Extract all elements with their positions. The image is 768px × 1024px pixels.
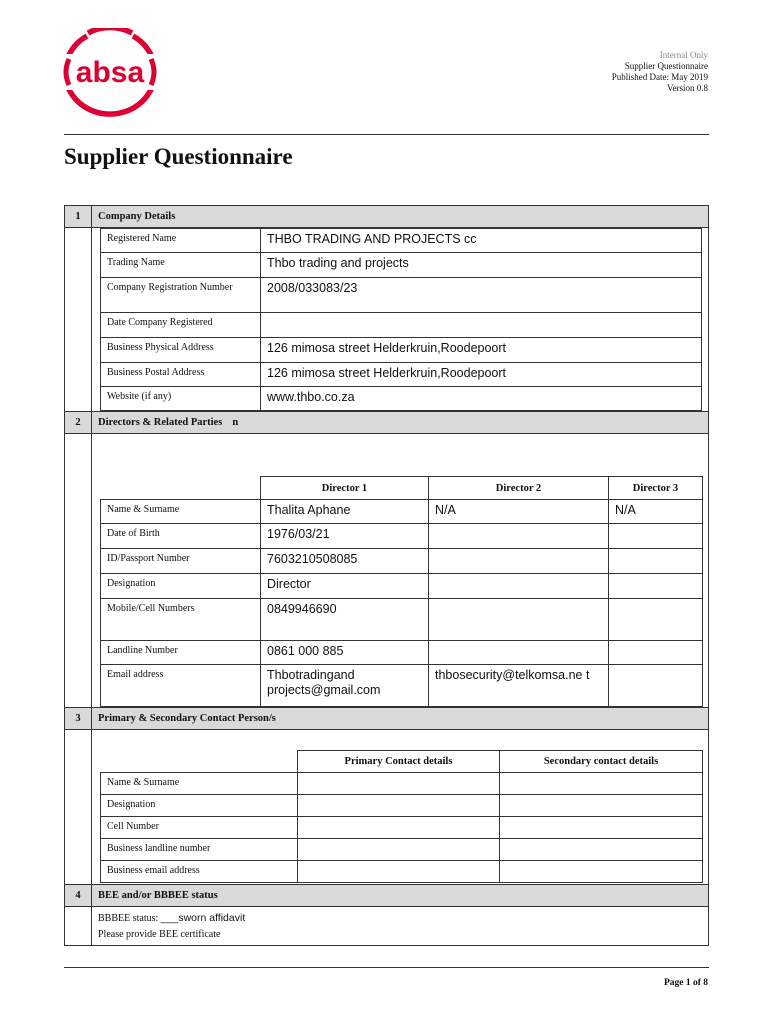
- physical-address-field[interactable]: 126 mimosa street Helderkruin,Roodepoort: [261, 338, 702, 363]
- document-name: Supplier Questionnaire: [624, 61, 708, 71]
- section-number: 3: [65, 708, 92, 730]
- secondary-contact-landline-field[interactable]: [500, 839, 703, 861]
- field-label: ID/Passport Number: [101, 549, 261, 574]
- director-3-mobile-field[interactable]: [609, 599, 703, 641]
- primary-contact-cell-field[interactable]: [298, 817, 500, 839]
- contact-persons-table: [100, 750, 703, 883]
- version-label: Version 0.8: [667, 83, 708, 93]
- registration-number-field[interactable]: 2008/033083/23: [261, 278, 702, 313]
- field-label: Registered Name: [101, 229, 261, 253]
- table-row: [101, 338, 702, 363]
- field-label: Name & Surname: [101, 500, 261, 524]
- director-2-name-field[interactable]: N/A: [429, 500, 609, 524]
- section-number-spacer: [65, 907, 92, 946]
- field-label: Business Postal Address: [101, 363, 261, 387]
- section-2-header: [65, 412, 709, 434]
- field-label: Landline Number: [101, 641, 261, 665]
- table-row: [101, 665, 703, 707]
- section-number: 1: [65, 206, 92, 228]
- table-row: [101, 387, 702, 411]
- field-label: Designation: [101, 574, 261, 599]
- website-field[interactable]: www.thbo.co.za: [261, 387, 702, 411]
- table-row: [101, 861, 703, 883]
- field-label: Business email address: [101, 861, 298, 883]
- questionnaire-form: [64, 205, 709, 946]
- section-title: Company Details: [92, 206, 709, 228]
- svg-text:absa: absa: [75, 56, 145, 89]
- table-row: [101, 229, 702, 253]
- document-meta: [612, 50, 708, 94]
- primary-contact-email-field[interactable]: [298, 861, 500, 883]
- section-4-body: [65, 907, 709, 946]
- page-number: Page 1 of 8: [663, 978, 708, 988]
- section-title-suffix: n: [232, 417, 239, 428]
- field-label: Date of Birth: [101, 524, 261, 549]
- director-1-dob-field[interactable]: 1976/03/21: [261, 524, 429, 549]
- bee-status-value[interactable]: ___sworn affidavit: [160, 912, 246, 924]
- page-title: Supplier Questionnaire: [64, 144, 293, 169]
- table-row: [101, 795, 703, 817]
- table-row: [101, 574, 703, 599]
- field-label: Business landline number: [101, 839, 298, 861]
- director-2-dob-field[interactable]: [429, 524, 609, 549]
- bee-status-cell: [92, 907, 709, 946]
- director-1-designation-field[interactable]: Director: [261, 574, 429, 599]
- field-label: Designation: [101, 795, 298, 817]
- director-3-designation-field[interactable]: [609, 574, 703, 599]
- table-row: [101, 278, 702, 313]
- table-row: [101, 253, 702, 278]
- section-1-header: [65, 206, 709, 228]
- director-3-name-field[interactable]: N/A: [609, 500, 703, 524]
- field-label: Website (if any): [101, 387, 261, 411]
- column-header: Primary Contact details: [298, 751, 500, 773]
- section-3-header: [65, 708, 709, 730]
- table-row: [101, 817, 703, 839]
- director-2-designation-field[interactable]: [429, 574, 609, 599]
- bee-status-label: BBBEE status:: [98, 913, 161, 924]
- directors-table: [100, 476, 703, 707]
- director-1-mobile-field[interactable]: 0849946690: [261, 599, 429, 641]
- director-3-dob-field[interactable]: [609, 524, 703, 549]
- secondary-contact-designation-field[interactable]: [500, 795, 703, 817]
- company-details-table: [100, 228, 702, 411]
- secondary-contact-name-field[interactable]: [500, 773, 703, 795]
- primary-contact-designation-field[interactable]: [298, 795, 500, 817]
- director-2-mobile-field[interactable]: [429, 599, 609, 641]
- section-3-body: [65, 730, 709, 885]
- field-label: Trading Name: [101, 253, 261, 278]
- published-date: Published Date: May 2019: [611, 72, 708, 82]
- director-2-email-field[interactable]: thbosecurity@telkomsa.ne t: [429, 665, 609, 707]
- section-number-spacer: [65, 228, 92, 412]
- director-1-id-field[interactable]: 7603210508085: [261, 549, 429, 574]
- table-row: [101, 524, 703, 549]
- absa-logo: [62, 28, 158, 119]
- secondary-contact-email-field[interactable]: [500, 861, 703, 883]
- table-header-row: [101, 477, 703, 500]
- date-registered-field[interactable]: [261, 313, 702, 338]
- field-label: Name & Surname: [101, 773, 298, 795]
- section-4-header: [65, 885, 709, 907]
- section-1-body: [65, 228, 709, 412]
- table-header-row: [101, 751, 703, 773]
- table-row: [101, 549, 703, 574]
- section-number: 2: [65, 412, 92, 434]
- director-3-landline-field[interactable]: [609, 641, 703, 665]
- director-3-email-field[interactable]: [609, 665, 703, 707]
- field-label: Business Physical Address: [101, 338, 261, 363]
- column-header: Director 2: [429, 477, 609, 500]
- section-number-spacer: [65, 434, 92, 708]
- director-2-id-field[interactable]: [429, 549, 609, 574]
- table-row: [101, 500, 703, 524]
- column-header: Director 3: [609, 477, 703, 500]
- director-1-landline-field[interactable]: 0861 000 885: [261, 641, 429, 665]
- registered-name-field[interactable]: THBO TRADING AND PROJECTS cc: [261, 229, 702, 253]
- table-row: [101, 599, 703, 641]
- primary-contact-landline-field[interactable]: [298, 839, 500, 861]
- field-label: Company Registration Number: [101, 278, 261, 313]
- field-label: Email address: [101, 665, 261, 707]
- director-1-email-field[interactable]: Thbotradingand projects@gmail.com: [261, 665, 429, 707]
- section-number-spacer: [65, 730, 92, 885]
- column-header: Secondary contact details: [500, 751, 703, 773]
- director-2-landline-field[interactable]: [429, 641, 609, 665]
- bee-status-line: [98, 910, 702, 927]
- footer-divider: [64, 967, 709, 968]
- section-title: BEE and/or BBBEE status: [92, 885, 709, 907]
- section-title-text: Directors & Related Parties: [98, 417, 223, 428]
- table-row: [101, 641, 703, 665]
- primary-contact-name-field[interactable]: [298, 773, 500, 795]
- section-title: Primary & Secondary Contact Person/s: [92, 708, 709, 730]
- director-1-name-field[interactable]: Thalita Aphane: [261, 500, 429, 524]
- section-2-body: [65, 434, 709, 708]
- absa-logo-mark: [62, 28, 158, 119]
- director-3-id-field[interactable]: [609, 549, 703, 574]
- trading-name-field[interactable]: Thbo trading and projects: [261, 253, 702, 278]
- field-label: Mobile/Cell Numbers: [101, 599, 261, 641]
- table-row: [101, 363, 702, 387]
- table-row: [101, 839, 703, 861]
- column-header: Director 1: [261, 477, 429, 500]
- field-label: Date Company Registered: [101, 313, 261, 338]
- secondary-contact-cell-field[interactable]: [500, 817, 703, 839]
- header-divider: [64, 134, 709, 135]
- section-title: [92, 412, 709, 434]
- table-row: [101, 313, 702, 338]
- bee-certificate-note: Please provide BEE certificate: [98, 929, 221, 940]
- postal-address-field[interactable]: 126 mimosa street Helderkruin,Roodepoort: [261, 363, 702, 387]
- section-number: 4: [65, 885, 92, 907]
- field-label: Cell Number: [101, 817, 298, 839]
- classification-label: Internal Only: [659, 50, 708, 60]
- table-row: [101, 773, 703, 795]
